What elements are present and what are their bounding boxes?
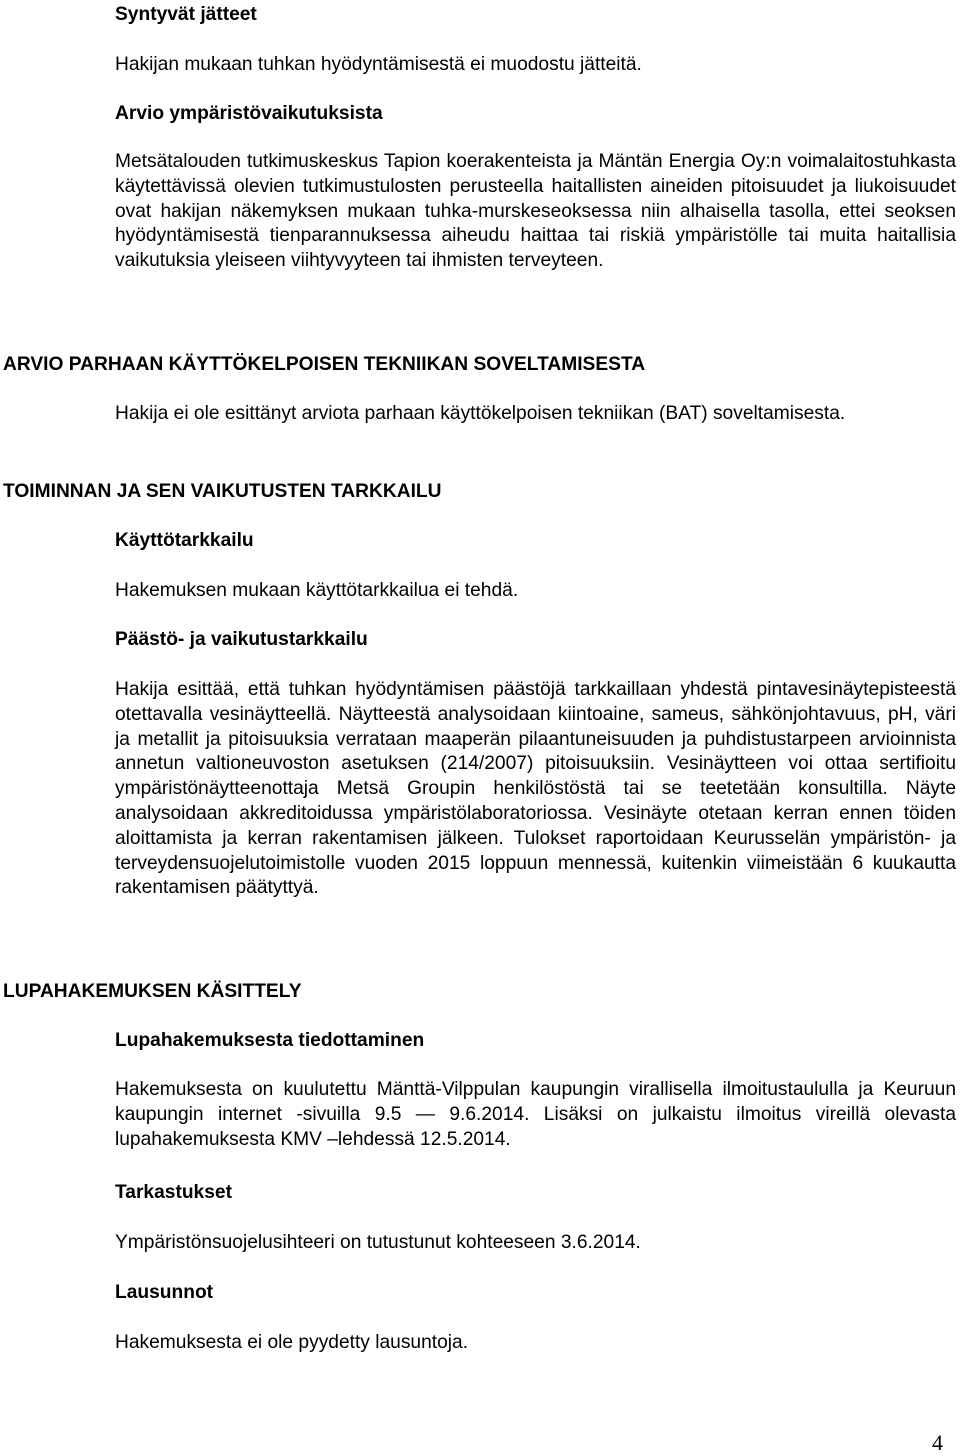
paragraph-tarkastukset: Ympäristönsuojelusihteeri on tutustunut kohteeseen 3.6.2014.: [115, 1232, 641, 1253]
paragraph-lausunnot: Hakemuksesta ei ole pyydetty lausuntoja.: [115, 1332, 469, 1353]
heading-tarkkailu: TOIMINNAN JA SEN VAIKUTUSTEN TARKKAILU: [3, 481, 442, 502]
heading-lupahakemuksen-kasittely: LUPAHAKEMUKSEN KÄSITTELY: [3, 981, 302, 1002]
paragraph-ymparistovaikutukset: Metsätalouden tutkimuskeskus Tapion koerakenteista ja Mäntän Energia Oy:n voimalaitostuhkasta käytettävissä olevien tutkimustulosten perusteella haitallisten aineiden pitoisuudet ja liukoisuudet ovat hakijan näkemyksen mukaan tuhka-murskeseoksessa niin alhaisella tasolla, ettei seoksen hyödyntämisestä tienparannuksessa aiheudu haittaa tai riskiä ympäristölle tai muita haitallisia vaikutuksia yleiseen viihtyvyyteen tai ihmisten terveyteen.: [115, 151, 956, 272]
heading-tiedottaminen: Lupahakemuksesta tiedottaminen: [115, 1030, 425, 1051]
heading-arvio-ymparistovaikutuksista: Arvio ympäristövaikutuksista: [115, 103, 383, 124]
heading-bat: ARVIO PARHAAN KÄYTTÖKELPOISEN TEKNIIKAN SOVELTAMISESTA: [3, 354, 646, 375]
page-number: 4: [932, 1430, 943, 1455]
paragraph-jatteet: Hakijan mukaan tuhkan hyödyntämisestä ei muodostu jätteitä.: [115, 54, 642, 75]
heading-tarkastukset: Tarkastukset: [115, 1182, 232, 1203]
heading-syntyvat-jatteet: Syntyvät jätteet: [115, 4, 257, 25]
heading-lausunnot: Lausunnot: [115, 1282, 214, 1303]
paragraph-paastotarkkailu: Hakija esittää, että tuhkan hyödyntämisen päästöjä tarkkaillaan yhdestä pintavesinäytepisteestä otettavalla vesinäytteellä. Näytteestä analysoidaan kiintoaine, sameus, sähkönjohtavuus, pH, väri ja metallit ja pitoisuuksia verrataan maaperän pilaantuneisuuden ja puhdistustarpeen arvioinnista annetun valtioneuvoston asetuksen (214/2007) pitoisuuksiin. Vesinäytteen voi ottaa sertifioitu ympäristönäytteenottaja Metsä Groupin henkilöstöstä tai se teetetään konsultilla. Näyte analysoidaan akkreditoidussa ympäristölaboratoriossa. Vesinäyte otetaan kerran ennen töiden aloittamista ja kerran rakentamisen jälkeen. Tulokset raportoidaan Keurusselän ympäristön- ja terveydensuojelutoimistolle vuoden 2015 loppuun mennessä, kuitenkin viimeistään 6 kuukautta rakentamisen päätyttyä.: [115, 679, 956, 899]
paragraph-kayttotarkkailu: Hakemuksen mukaan käyttötarkkailua ei tehdä.: [115, 580, 519, 601]
heading-kayttotarkkailu: Käyttötarkkailu: [115, 530, 254, 551]
paragraph-bat: Hakija ei ole esittänyt arviota parhaan käyttökelpoisen tekniikan (BAT) soveltamisesta.: [115, 403, 846, 424]
paragraph-tiedottaminen: Hakemuksesta on kuulutettu Mänttä-Vilppulan kaupungin virallisella ilmoitustaululla ja Keuruun kaupungin internet -sivuilla 9.5 — 9.6.2014. Lisäksi on julkaistu ilmoitus vireillä olevasta lupahakemuksesta KMV –lehdessä 12.5.2014.: [115, 1079, 956, 1150]
heading-paastotarkkailu: Päästö- ja vaikutustarkkailu: [115, 629, 368, 650]
